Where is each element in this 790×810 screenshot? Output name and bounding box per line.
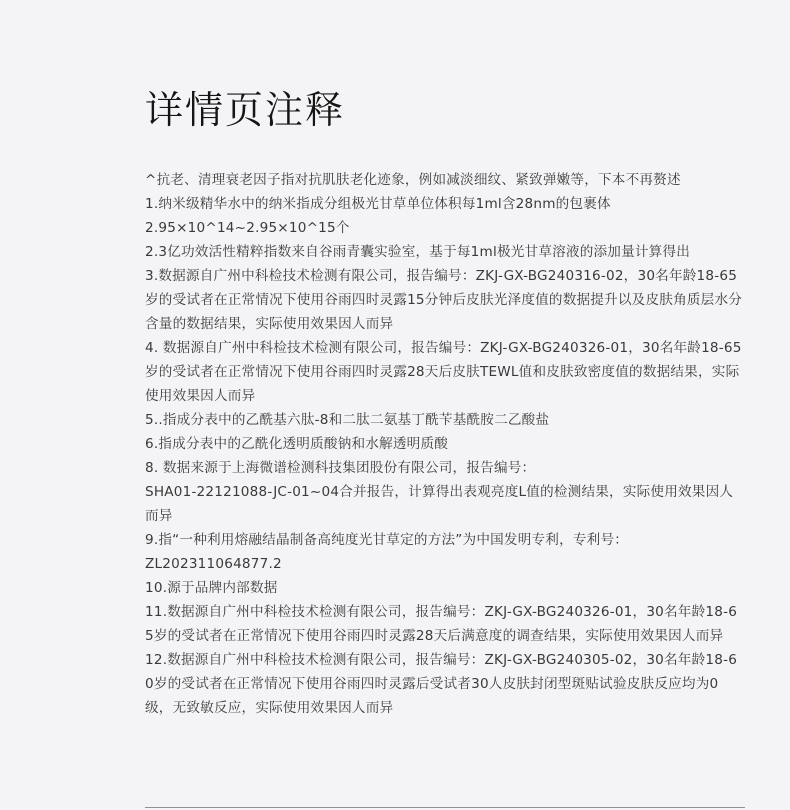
- note-item: ZL202311064877.2: [145, 556, 282, 572]
- note-item: 4. 数据源自广州中科检技术检测有限公司，报告编号：ZKJ-GX-BG240326-01，30名年龄18-65岁的受试者在正常情况下使用谷雨四时灵露28天后皮肤TEWL值和皮肤致密度值的数据结果，实际使用效果因人而异: [145, 340, 742, 404]
- note-item: 3.数据源自广州中科检技术检测有限公司，报告编号：ZKJ-GX-BG240316-02，30名年龄18-65岁的受试者在正常情况下使用谷雨四时灵露15分钟后皮肤光泽度值的数据提升以及皮肤角质层水分含量的数据结果，实际使用效果因人而异: [145, 268, 743, 332]
- footer-divider: [145, 807, 745, 808]
- note-item: 11.数据源自广州中科检技术检测有限公司，报告编号：ZKJ-GX-BG240326-01，30名年龄18-65岁的受试者在正常情况下使用谷雨四时灵露28天后满意度的调查结果，实际使用效果因人而异: [145, 604, 738, 644]
- note-item: 6.指成分表中的乙酰化透明质酸钠和水解透明质酸: [145, 436, 449, 452]
- note-item: 12.数据源自广州中科检技术检测有限公司，报告编号：ZKJ-GX-BG240305-02，30名年龄18-60岁的受试者在正常情况下使用谷雨四时灵露后受试者30人皮肤封闭型斑贴试验皮肤反应均为0级，无致敏反应，实际使用效果因人而异: [145, 652, 738, 716]
- note-item: 1.纳米级精华水中的纳米指成分组极光甘草单位体积每1ml含28nm的包裹体: [145, 196, 611, 212]
- note-item: 2.3亿功效活性精粹指数来自谷雨青囊实验室，基于每1ml极光甘草溶液的添加量计算得出: [145, 244, 691, 260]
- note-item: 5..指成分表中的乙酰基六肽-8和二肽二氨基丁酰苄基酰胺二乙酸盐: [145, 412, 550, 428]
- page-title: 详情页注释: [145, 88, 346, 132]
- note-item: 8. 数据来源于上海微谱检测科技集团股份有限公司，报告编号：: [145, 460, 536, 476]
- note-item: 2.95×10^14~2.95×10^15个: [145, 220, 350, 236]
- note-item: 9.指“一种利用熔融结晶制备高纯度光甘草定的方法”为中国发明专利，专利号：: [145, 532, 629, 548]
- note-item: 10.源于品牌内部数据: [145, 580, 278, 596]
- note-item: ^抗老、清理衰老因子指对抗肌肤老化迹象，例如减淡细纹、紧致弹嫩等，下本不再赘述: [145, 172, 681, 188]
- notes-list: [145, 168, 745, 720]
- note-item: SHA01-22121088-JC-01~04合并报告，计算得出表观亮度L值的检测结果，实际使用效果因人而异: [145, 484, 734, 524]
